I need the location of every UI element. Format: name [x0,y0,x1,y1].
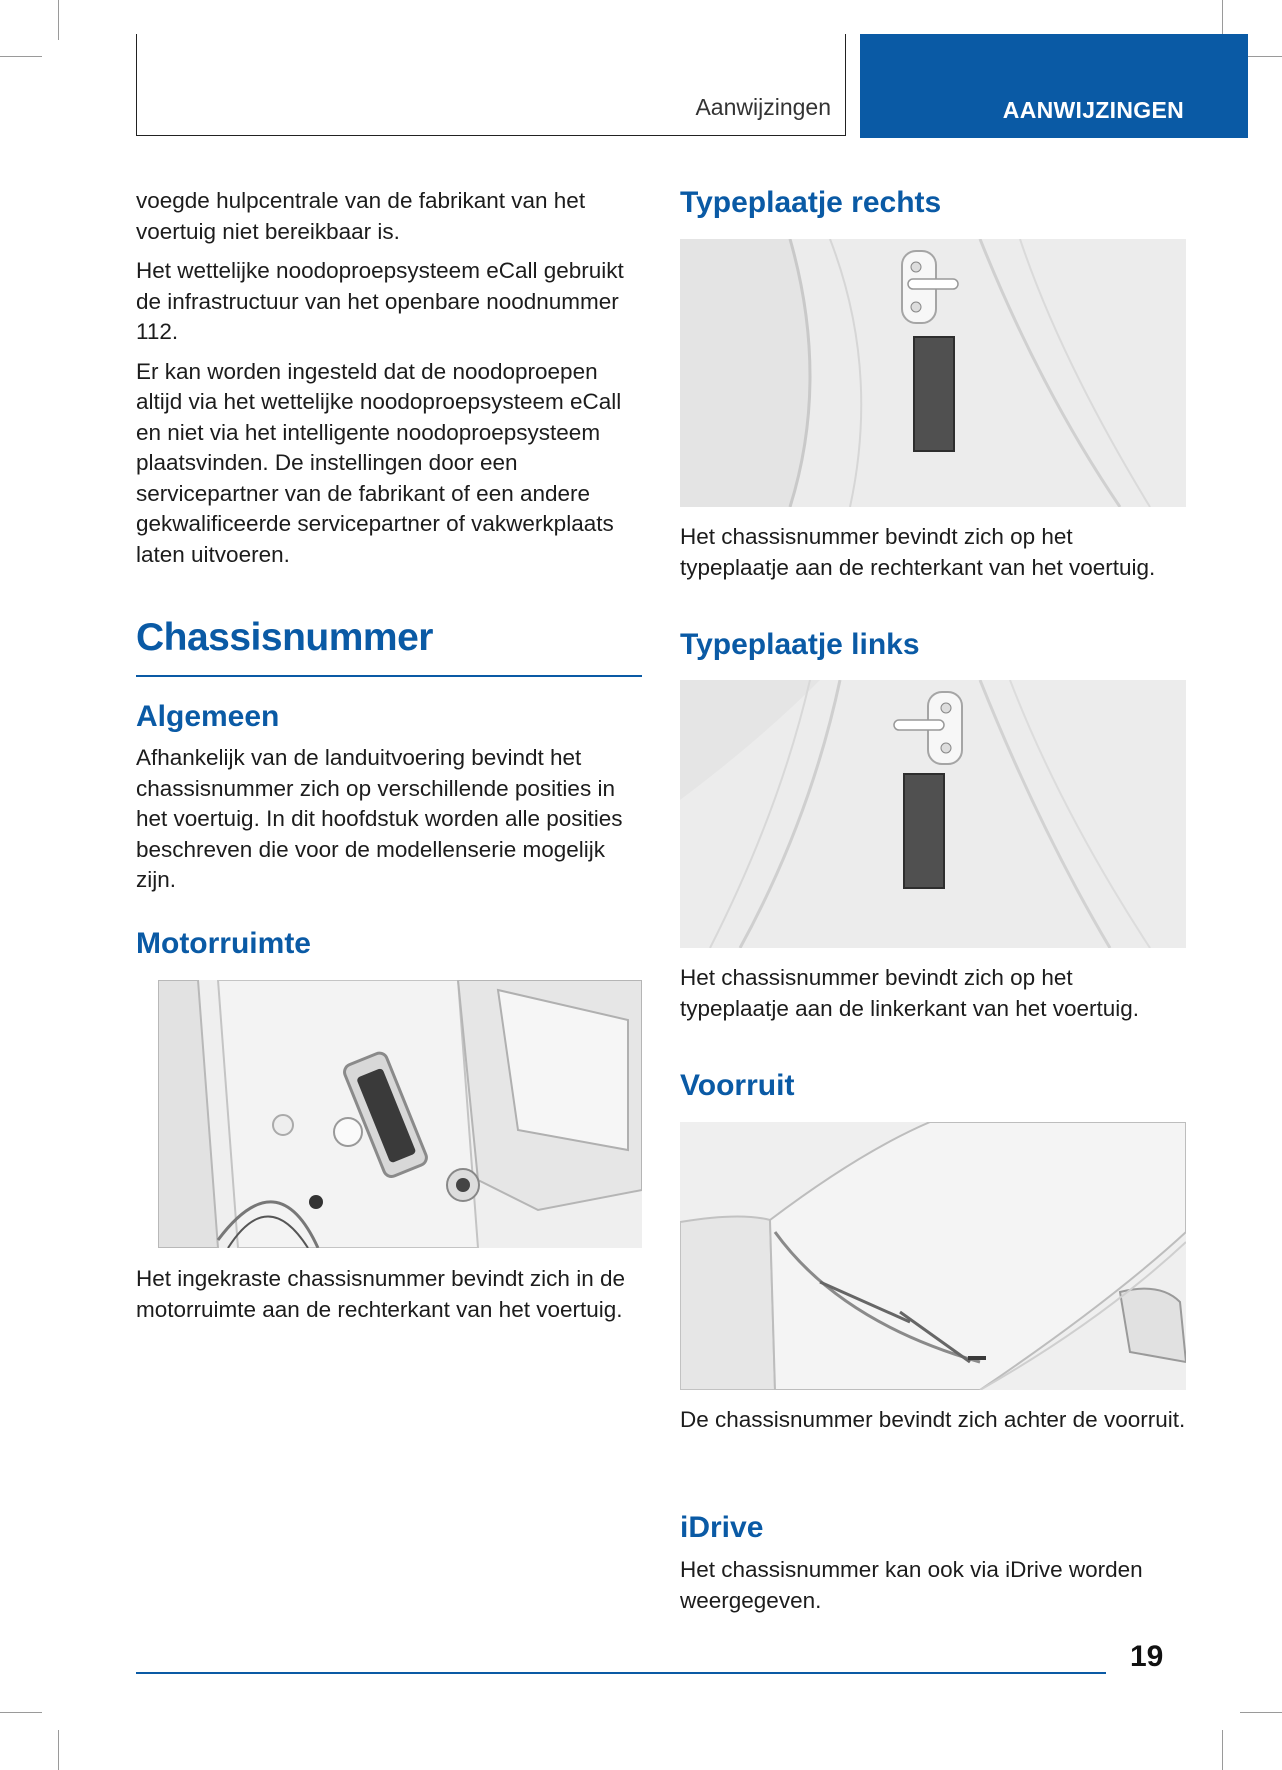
chapter-title: Chassisnummer [136,613,642,677]
paragraph: Het wettelijke noodoproepsysteem eCall gebruikt de infrastructuur van het openbare noodnummer 112. [136,258,624,344]
algemeen-text: Afhankelijk van de landuitvoering bevindt het chassisnummer zich op verschillende posities in het voertuig. In dit hoofdstuk worden alle posities beschreven die voor de modellenserie mogelijk zijn. [136,745,623,892]
type-plate-right-illustration [680,239,1186,507]
heading-motorruimte: Motorruimte [136,927,311,960]
algemeen-text-block [136,743,642,905]
typeplaatje-rechts-caption: Het chassisnummer bevindt zich op het typeplaatje aan de rechterkant van het voertuig. [680,524,1156,580]
heading-idrive: iDrive [680,1511,764,1544]
idrive-text: Het chassisnummer kan ook via iDrive worden weergegeven. [680,1557,1143,1613]
heading-typeplaatje-rechts: Typeplaatje rechts [680,186,942,219]
paragraph: Er kan worden ingesteld dat de noodoproepen altijd via het wettelijke noodoproepsysteem eCall en niet via het intelligente noodoproepsysteem plaatsvinden. De instellingen door een servicepartner van de fabrikant of een andere gekwalificeerde servicepartner of vakwerkplaats laten uitvoeren. [136,358,622,567]
footer-rule [136,1672,1106,1674]
heading-typeplaatje-links: Typeplaatje links [680,628,920,661]
engine-bay-illustration [158,980,642,1248]
crop-mark [1240,1712,1282,1713]
crop-mark [0,1712,42,1713]
windscreen-illustration [680,1122,1186,1390]
crop-mark [58,0,59,40]
heading-algemeen: Algemeen [136,700,280,733]
heading-voorruit: Voorruit [680,1069,795,1102]
header-section-box [136,34,846,136]
type-plate-left-illustration [680,680,1186,948]
header-section-title: Aanwijzingen [695,94,831,120]
voorruit-caption: De chassisnummer bevindt zich achter de voorruit. [680,1407,1186,1432]
header-chapter-tab [860,34,1248,138]
paragraph: voegde hulpcentrale van de fabrikant van het voertuig niet bereikbaar is. [136,188,586,244]
header-chapter-title: AANWIJZINGEN [1002,97,1184,123]
motorruimte-caption: Het ingekraste chassisnummer bevindt zich in de motorruimte aan de rechterkant van het voertuig. [136,1266,625,1322]
left-intro-text [136,186,642,579]
crop-mark [1222,1730,1223,1770]
crop-mark [58,1730,59,1770]
page-number: 19 [1130,1640,1164,1673]
crop-mark [0,56,42,57]
typeplaatje-links-caption: Het chassisnummer bevindt zich op het typeplaatje aan de linkerkant van het voertuig. [680,965,1140,1021]
